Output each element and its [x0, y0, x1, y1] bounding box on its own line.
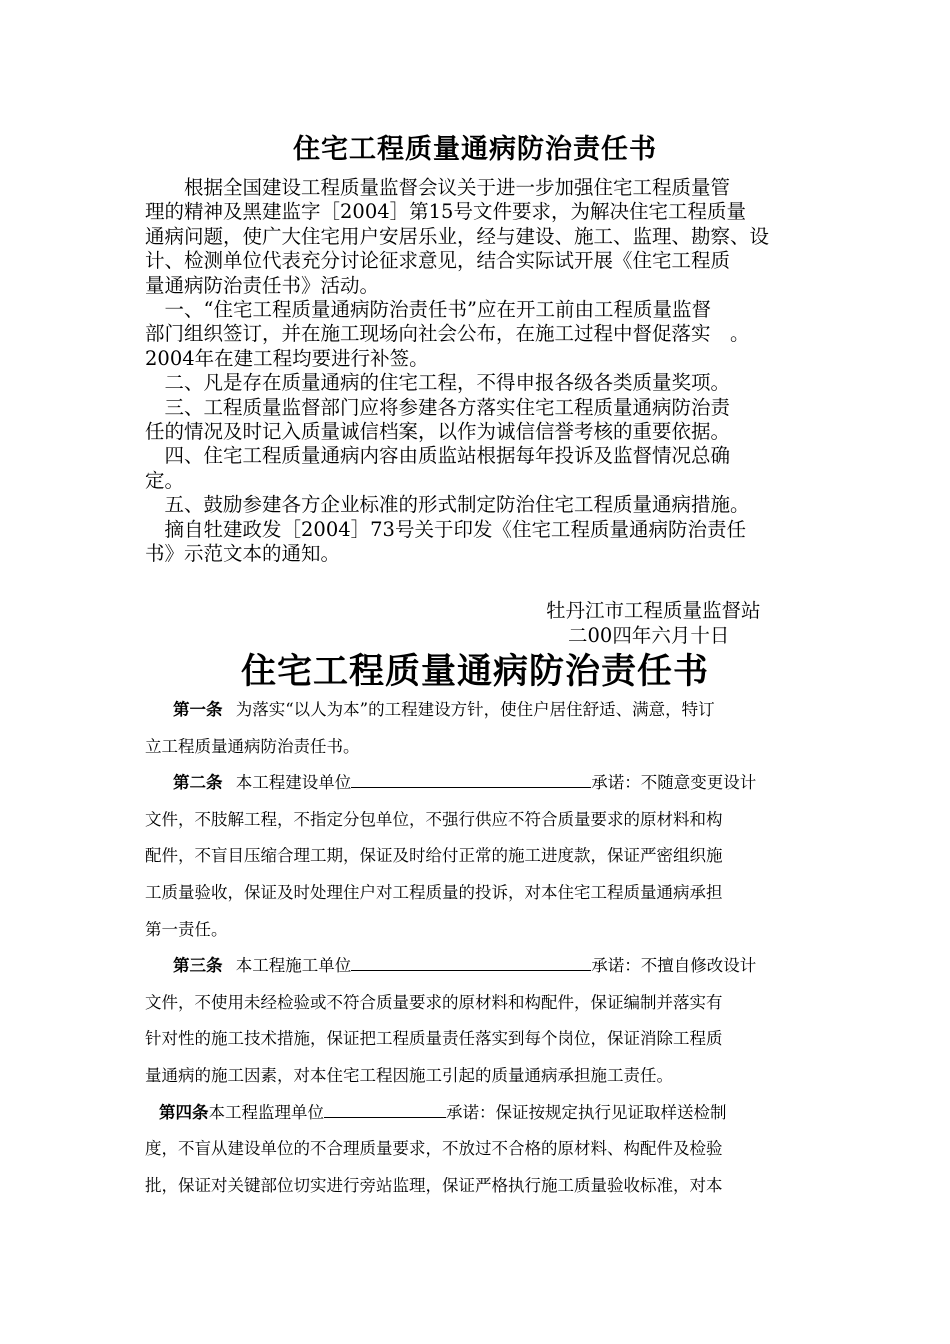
supervision-unit-blank[interactable]: [324, 1099, 446, 1118]
article-3-line: 量通病的施工因素，对本住宅工程因施工引起的质量通病承担施工责任。: [145, 1065, 673, 1085]
article-3-pre: 本工程施工单位: [235, 956, 352, 976]
article-4-line: 批，保证对关键部位切实进行旁站监理，保证严格执行施工质量验收标准，对本: [145, 1175, 723, 1195]
notice-line: 通病问题，使广大住宅用户安居乐业，经与建设、施工、监理、勘察、设: [145, 224, 770, 248]
article-2-pre: 本工程建设单位: [235, 773, 352, 793]
notice-line: 量通病防治责任书》活动。: [145, 273, 380, 297]
article-3-heading: 第三条: [173, 956, 223, 976]
article-4-heading: 第四条: [159, 1102, 209, 1122]
article-1-line: 立工程质量通病防治责任书。: [145, 736, 360, 756]
article-3-line: [145, 948, 815, 985]
notice-line: 四、住宅工程质量通病内容由质监站根据每年投诉及监督情况总确: [145, 444, 731, 468]
article-3-line: 针对性的施工技术措施，保证把工程质量责任落实到每个岗位，保证消除工程质: [145, 1029, 723, 1049]
notice-line: 二、凡是存在质量通病的住宅工程，不得申报各级各类质量奖项。: [145, 371, 731, 395]
article-3-post: 承诺：不擅自修改设计: [591, 956, 757, 976]
notice-line: 一、“住宅工程质量通病防治责任书”应在开工前由工程质量监督: [145, 298, 711, 322]
article-4-line: [145, 1095, 815, 1132]
article-1-text: 为落实“以人为本”的工程建设方针，使住户居住舒适、满意，特订: [235, 700, 715, 719]
article-2-line: [145, 765, 815, 802]
signature-date: 二00四年六月十日: [568, 624, 730, 647]
notice-line: 2004年在建工程均要进行补签。: [145, 346, 429, 370]
article-1-line: [145, 692, 815, 729]
signature-organization: 牡丹江市工程质量监督站: [546, 599, 761, 622]
article-2-line: 配件，不盲目压缩合理工期，保证及时给付正常的施工进度款，保证严密组织施: [145, 846, 723, 866]
document-title-1: 住宅工程质量通病防治责任书: [293, 134, 657, 165]
contractor-unit-blank[interactable]: [351, 952, 591, 971]
article-2-post: 承诺：不随意变更设计: [591, 773, 757, 793]
article-4-post: 承诺：保证按规定执行见证取样送检制: [446, 1102, 727, 1122]
notice-line: 根据全国建设工程质量监督会议关于进一步加强住宅工程质量管: [145, 176, 731, 199]
notice-body: [145, 176, 825, 567]
article-3-line: 文件，不使用未经检验或不符合质量要求的原材料和构配件，保证编制并落实有: [145, 992, 723, 1012]
construction-unit-blank[interactable]: [351, 769, 591, 788]
responsibility-articles: [145, 692, 815, 1204]
article-4-pre: 本工程监理单位: [208, 1102, 324, 1122]
notice-line: 计、检测单位代表充分讨论征求意见，结合实际试开展《住宅工程质: [145, 249, 731, 273]
notice-line: 部门组织签订，并在施工现场向社会公布，在施工过程中督促落实 。: [145, 322, 750, 346]
notice-line: 理的精神及黑建监字［2004］第15号文件要求，为解决住宅工程质量: [145, 200, 746, 224]
article-2-line: 第一责任。: [145, 919, 228, 939]
document-title-2: 住宅工程质量通病防治责任书: [240, 651, 709, 692]
notice-line: 摘自牡建政发［2004］73号关于印发《住宅工程质量通病防治责任: [145, 517, 746, 541]
article-2-line: 工质量验收，保证及时处理住户对工程质量的投诉，对本住宅工程质量通病承担: [145, 882, 723, 902]
article-4-line: 度，不盲从建设单位的不合理质量要求，不放过不合格的原材料、构配件及检验: [145, 1139, 723, 1159]
article-2-line: 文件，不肢解工程，不指定分包单位，不强行供应不符合质量要求的原材料和构: [145, 809, 723, 829]
notice-line: 书》示范文本的通知。: [145, 542, 341, 566]
notice-line: 定。: [145, 468, 185, 492]
notice-line: 三、工程质量监督部门应将参建各方落实住宅工程质量通病防治责: [145, 395, 731, 419]
article-2-heading: 第二条: [173, 773, 223, 793]
notice-line: 任的情况及时记入质量诚信档案，以作为诚信信誉考核的重要依据。: [145, 420, 731, 444]
notice-line: 五、鼓励参建各方企业标准的形式制定防治住宅工程质量通病措施。: [145, 493, 750, 517]
article-1-heading: 第一条: [173, 700, 223, 719]
